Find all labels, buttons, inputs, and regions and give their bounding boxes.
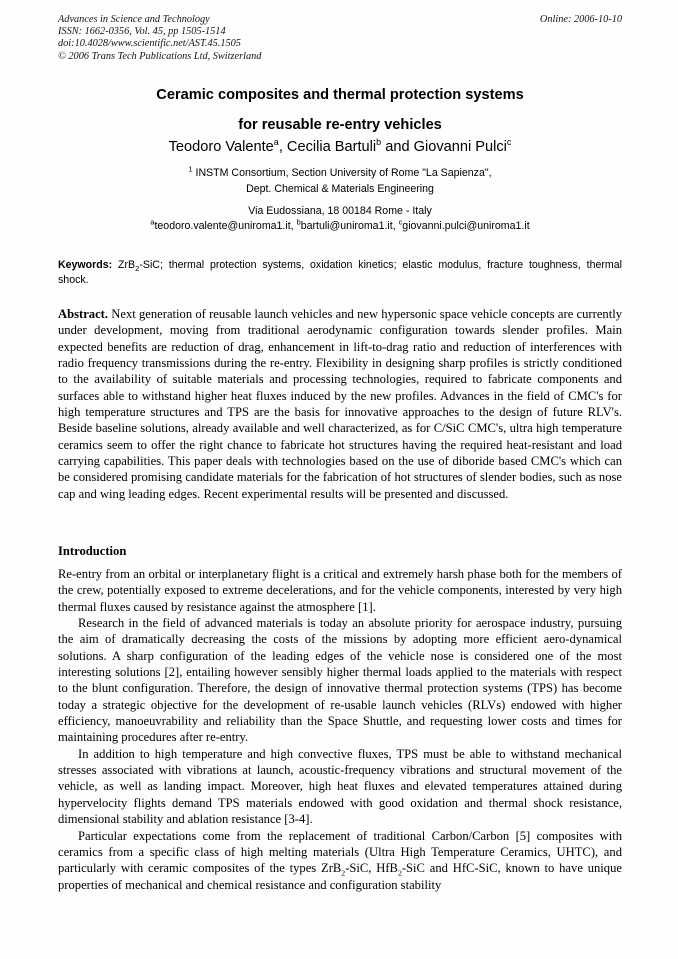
author-affiliation-marker-c: c — [506, 137, 512, 148]
author-affiliation-marker-a: a — [273, 137, 279, 148]
email-marker-a: a — [150, 217, 155, 227]
author-separator-1: , — [278, 139, 287, 155]
abstract-label: Abstract. — [58, 307, 109, 321]
keywords-part-1: ZrB — [112, 259, 136, 271]
author-list — [58, 137, 622, 157]
paragraph-4-part-b: -SiC, HfB — [345, 861, 398, 876]
email-b: bartuli@uniroma1.it, — [300, 220, 399, 232]
paragraph-1: Re-entry from an orbital or interplanetary flight is a critical and extremely harsh phase both for the members of the crew, potentially exposed to extreme decelerations, and for the vehicle components, interested by very high thermal fluxes caused by resistance against the atmosphere [1]. — [58, 567, 622, 614]
author-separator-2: and — [381, 139, 414, 155]
paragraph-4 — [58, 828, 622, 893]
abstract-section — [58, 306, 622, 502]
keywords-subscript: 2 — [135, 264, 140, 274]
journal-copyright: © 2006 Trans Tech Publications Ltd, Switzerland — [58, 50, 262, 62]
author-name-3: Giovanni Pulci — [413, 139, 507, 155]
affiliation-institution: INSTM Consortium, Section University of Rome "La Sapienza", — [195, 167, 492, 179]
journal-header-left — [58, 14, 261, 63]
author-name-1: Teodoro Valente — [168, 139, 274, 155]
affiliation-marker: 1 — [188, 164, 193, 174]
paragraph-4-part-c: -SiC and HfC-SiC, known to have unique properties of mechanical and chemical resistance and configuration stability — [58, 861, 622, 892]
abstract-text: Next generation of reusable launch vehicles and new hypersonic space vehicle concepts are currently under development, moving from traditional aerodynamic configuration towards slender profiles. Main expected benefits are reduction of drag, enhancement in lift-to-drag ratio and reduction of interferences with radio frequency transmissions during the re-entry. Flexibility in designing sharp profiles is strictly conditioned to the availability of suitable materials and processing technologies, required to fabricate components and surfaces able to withstand higher heat fluxes induced by the new profiles. Advances in the field of CMC's for high temperature structures and TPS are the basis for innovative approaches to the design of future RLV's. Beside baseline solutions, already available and well characterized, as for C/SiC CMC's, ultra high temperature ceramics seem to offer the right chance to fabricate hot structures having the required heat-resistant and load carrying capabilities. This paper deals with technologies based on the use of diboride based CMC's which can be considered promising candidate materials for the fabrication of hot structures of slender bodies, such as nose cap and wing leading edges. Recent experimental results will be presented and discussed. — [58, 307, 622, 501]
journal-name: Advances in Science and Technology — [58, 14, 210, 25]
journal-header — [58, 14, 622, 63]
title-line-2: for reusable re-entry vehicles — [238, 117, 442, 133]
title-line-1: Ceramic composites and thermal protection systems — [156, 87, 524, 103]
paragraph-4-part-a: Particular expectations come from the replacement of traditional Carbon/Carbon [5] composites with ceramics from a specific class of high melting materials (Ultra High Temperature Ceramics, UHTC), and particularly with ceramic composites of the types ZrB — [58, 828, 622, 876]
body-content — [58, 566, 622, 893]
paragraph-3: In addition to high temperature and high convective fluxes, TPS must be able to withstand mechanical stresses associated with vibrations at launch, acoustic-frequency vibrations and structural movement of the vehicle, as well as landing impact. Moreover, high heat fluxes and elevated temperatures attained during hypervelocity flights demand TPS materials endowed with good oxidation and thermal shock resistance, dimensional stability and ablation resistance [3-4]. — [58, 746, 622, 827]
journal-header-top-row — [58, 14, 622, 63]
email-marker-b: b — [296, 217, 301, 227]
keywords-part-2: -SiC; thermal protection systems, oxidation kinetics; elastic modulus, fracture toughness, thermal shock. — [58, 259, 622, 286]
email-marker-c: c — [398, 217, 403, 227]
keywords-section — [58, 258, 622, 287]
paragraph-4-subscript-2: 2 — [397, 868, 402, 878]
author-name-2: Cecilia Bartuli — [286, 139, 377, 155]
journal-doi: doi:10.4028/www.scientific.net/AST.45.1505 — [58, 38, 241, 50]
affiliation-block — [58, 166, 622, 220]
author-emails — [58, 219, 622, 234]
section-heading-introduction: Introduction — [58, 544, 127, 558]
author-affiliation-marker-b: b — [376, 137, 382, 148]
journal-issn: ISSN: 1662-0356, Vol. 45, pp 1505-1514 — [58, 26, 226, 38]
page-title — [58, 80, 622, 140]
paragraph-4-subscript-1: 2 — [341, 868, 346, 878]
paragraph-2: Research in the field of advanced materials is today an absolute priority for aerospace industry, pursuing the aim of dramatically decreasing the costs of the missions by adopting more efficient aero-dynamical solutions. A sharp configuration of the leading edges of the vehicle nose is considered one of the most interesting solutions [2], entailing however sensibly higher thermal loads applied to the materials with respect to the blunt configuration. Therefore, the design of innovative thermal protection systems (TPS) has become today a strategic objective for the development of re-usable launch vehicles (RLVs) endowed with higher efficiency, manoeuvrability and reliability than the Space Shuttle, and requesting lower costs and times for maintaining procedures after re-entry. — [58, 616, 622, 745]
email-a: teodoro.valente@uniroma1.it, — [154, 220, 297, 232]
affiliation-line-2: Dept. Chemical & Materials Engineering — [246, 182, 434, 195]
affiliation-line-1 — [58, 166, 622, 182]
online-date: Online: 2006-10-10 — [539, 14, 622, 25]
keywords-label: Keywords: — [58, 259, 113, 271]
affiliation-address: Via Eudossiana, 18 00184 Rome - Italy — [248, 205, 432, 217]
email-c: giovanni.pulci@uniroma1.it — [402, 220, 530, 232]
